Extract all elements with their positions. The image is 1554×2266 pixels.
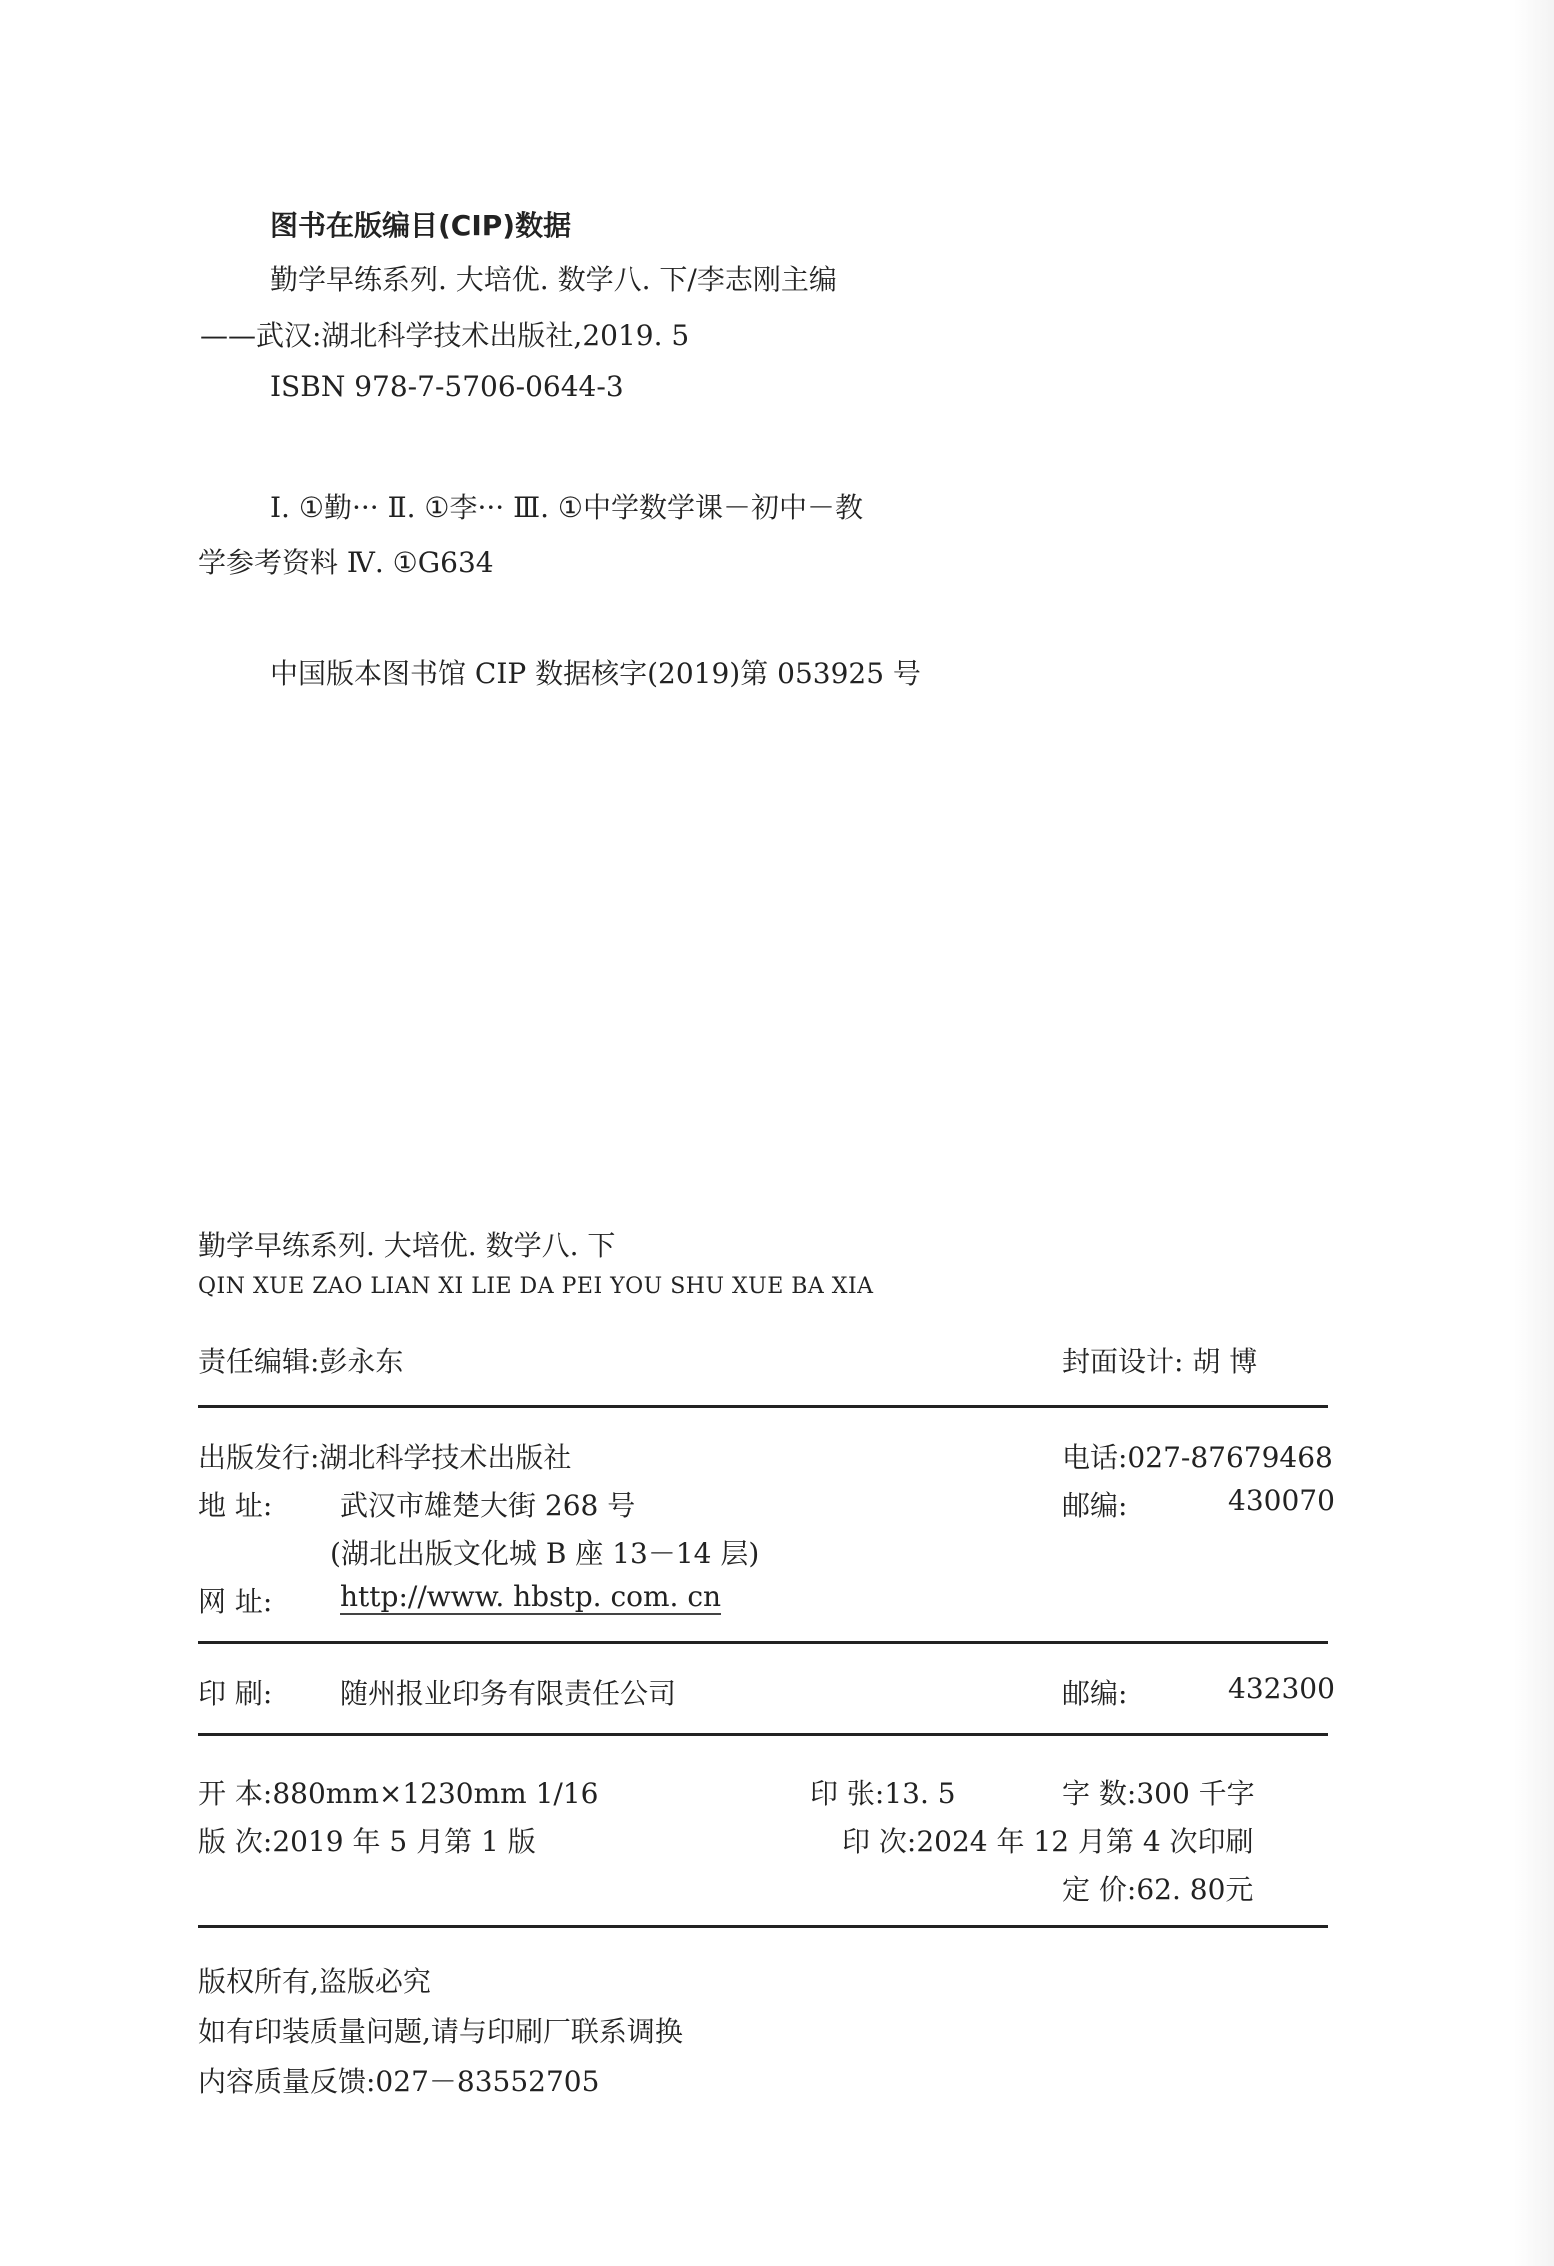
website-label: 网 址:: [198, 1585, 273, 1618]
address-label: 地 址:: [198, 1489, 273, 1522]
publisher-address-note: (湖北出版文化城 B 座 13－14 层): [330, 1537, 760, 1570]
book-title: 勤学早练系列. 大培优. 数学八. 下: [198, 1229, 616, 1262]
book-format: 开 本:880mm×1230mm 1/16: [198, 1777, 599, 1810]
cip-title-line: 勤学早练系列. 大培优. 数学八. 下/李志刚主编: [270, 263, 837, 296]
publisher-address: 武汉市雄楚大街 268 号: [340, 1489, 636, 1522]
printer-postcode: 432300: [1228, 1672, 1335, 1705]
feedback-phone: 内容质量反馈:027－83552705: [198, 2065, 600, 2098]
edition: 版 次:2019 年 5 月第 1 版: [198, 1825, 536, 1858]
quality-notice: 如有印装质量问题,请与印刷厂联系调换: [198, 2015, 683, 2048]
responsible-editor: 责任编辑:彭永东: [198, 1345, 404, 1378]
book-title-pinyin: QIN XUE ZAO LIAN XI LIE DA PEI YOU SHU XUE BA XIA: [198, 1274, 874, 1299]
printer-postcode-label: 邮编:: [1062, 1677, 1128, 1710]
printed-sheets: 印 张:13. 5: [810, 1777, 956, 1810]
cip-classification-line1: Ⅰ. ①勤··· Ⅱ. ①李··· Ⅲ. ①中学数学课－初中－教: [270, 491, 864, 524]
publisher-postcode: 430070: [1228, 1484, 1335, 1517]
divider: [198, 1405, 1328, 1408]
printer-label: 印 刷:: [198, 1677, 273, 1710]
cover-designer: 封面设计: 胡 博: [1062, 1345, 1258, 1378]
publisher-phone: 电话:027-87679468: [1062, 1441, 1333, 1474]
cip-heading: 图书在版编目(CIP)数据: [270, 209, 572, 242]
cip-record-number: 中国版本图书馆 CIP 数据核字(2019)第 053925 号: [270, 657, 921, 690]
cip-isbn: ISBN 978-7-5706-0644-3: [270, 370, 624, 403]
publisher-postcode-label: 邮编:: [1062, 1489, 1128, 1522]
price: 定 价:62. 80元: [1062, 1873, 1254, 1906]
publisher-website-link[interactable]: http://www. hbstp. com. cn: [340, 1580, 722, 1613]
printing: 印 次:2024 年 12 月第 4 次印刷: [842, 1825, 1254, 1858]
cip-classification-line2: 学参考资料 Ⅳ. ①G634: [198, 546, 494, 579]
cip-publisher-line: ——武汉:湖北科学技术出版社,2019. 5: [200, 319, 690, 352]
printer-name: 随州报业印务有限责任公司: [340, 1677, 677, 1710]
word-count: 字 数:300 千字: [1062, 1777, 1255, 1810]
divider: [198, 1925, 1328, 1928]
divider: [198, 1733, 1328, 1736]
page-edge-shadow: [1514, 0, 1554, 2266]
divider: [198, 1641, 1328, 1644]
publisher-name: 出版发行:湖北科学技术出版社: [198, 1441, 572, 1474]
copyright-notice: 版权所有,盗版必究: [198, 1965, 431, 1998]
